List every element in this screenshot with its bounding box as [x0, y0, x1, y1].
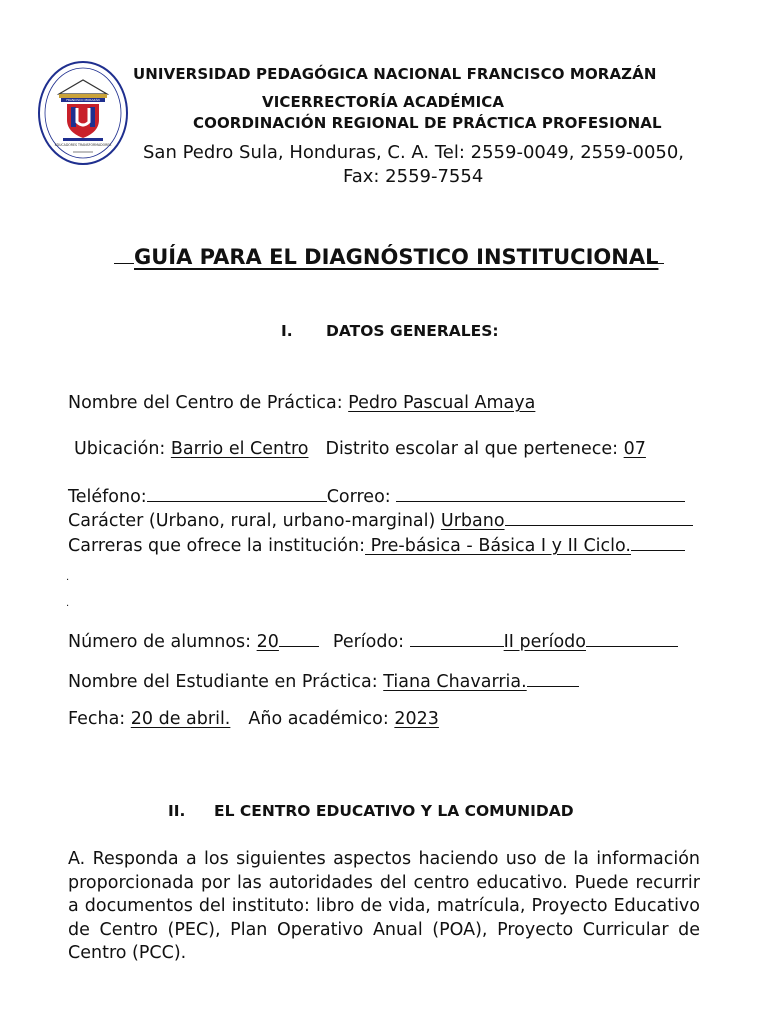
correo-label: Correo:	[326, 487, 397, 507]
estudiante-row	[68, 670, 579, 692]
address-line-1: San Pedro Sula, Honduras, C. A. Tel: 2559-0049, 2559-0050,	[143, 142, 685, 163]
correo-blank	[396, 485, 685, 502]
ubicacion-row	[74, 439, 646, 459]
periodo-value: II período	[503, 632, 586, 652]
document-title-text: GUÍA PARA EL DIAGNÓSTICO INSTITUCIONAL	[134, 245, 659, 269]
fecha-label: Fecha:	[68, 709, 131, 729]
address-line-2: Fax: 2559-7554	[343, 166, 484, 187]
anio-label: Año académico:	[248, 709, 395, 729]
carreras-label: Carreras que ofrece la institución:	[68, 536, 366, 556]
fecha-row	[68, 709, 439, 729]
estudiante-blank	[527, 670, 579, 687]
university-seal-logo	[37, 60, 129, 166]
document-title	[114, 243, 664, 269]
caracter-blank	[505, 509, 693, 526]
dot-marker-1: .	[66, 572, 70, 583]
section-2-title: EL CENTRO EDUCATIVO Y LA COMUNIDAD	[214, 802, 574, 820]
alumnos-blank	[279, 630, 319, 647]
centro-row	[68, 393, 535, 413]
telefono-label: Teléfono:	[68, 487, 147, 507]
periodo-blank-right	[586, 630, 678, 647]
alumnos-row	[68, 630, 678, 652]
section-2-number: II.	[168, 802, 186, 820]
instructions-paragraph: A. Responda a los siguientes aspectos haciendo uso de la información proporcionada por las autoridades del centro educativo. Puede recurrir a documentos del instituto: libro de vida, matrícula, Proyecto Educativo de Centro (PEC), Plan Operativo Anual (POA), Proyecto Curricular de Centro (PCC).	[68, 849, 700, 963]
caracter-row	[68, 509, 693, 531]
distrito-label: Distrito escolar al que pertenece:	[325, 439, 624, 459]
periodo-label: Período:	[332, 632, 410, 652]
coordination: COORDINACIÓN REGIONAL DE PRÁCTICA PROFESIONAL	[193, 114, 662, 132]
centro-value: Pedro Pascual Amaya	[348, 393, 536, 413]
alumnos-value: 20	[256, 632, 279, 652]
estudiante-label: Nombre del Estudiante en Práctica:	[68, 672, 384, 692]
logo-banner-text: FRANCISCO MORAZÁN	[66, 98, 100, 102]
estudiante-value: Tiana Chavarria.	[383, 672, 527, 692]
ubicacion-label: Ubicación:	[74, 439, 171, 459]
periodo-blank-left	[410, 630, 504, 647]
distrito-value: 07	[623, 439, 646, 459]
ubicacion-value: Barrio el Centro	[170, 439, 309, 459]
logo-bottom-text: EDUCADORES TRANSFORMADORES	[54, 143, 112, 147]
university-name: UNIVERSIDAD PEDAGÓGICA NACIONAL FRANCISCO MORAZÁN	[133, 65, 657, 83]
carreras-row	[68, 534, 685, 556]
alumnos-label: Número de alumnos:	[68, 632, 257, 652]
dot-marker-2: .	[66, 598, 70, 609]
carreras-value: Pre-básica - Básica I y II Ciclo.	[365, 536, 631, 556]
telefono-blank	[147, 485, 327, 502]
telefono-row	[68, 485, 685, 507]
vice-rectory: VICERRECTORÍA ACADÉMICA	[262, 93, 505, 111]
centro-label: Nombre del Centro de Práctica:	[68, 393, 349, 413]
section-1-number: I.	[281, 322, 293, 340]
fecha-value: 20 de abril.	[130, 709, 231, 729]
section-1-title: DATOS GENERALES:	[326, 322, 499, 340]
carreras-blank	[631, 534, 685, 551]
anio-value: 2023	[394, 709, 439, 729]
caracter-value: Urbano	[440, 511, 505, 531]
caracter-label: Carácter (Urbano, rural, urbano-marginal)	[68, 511, 441, 531]
